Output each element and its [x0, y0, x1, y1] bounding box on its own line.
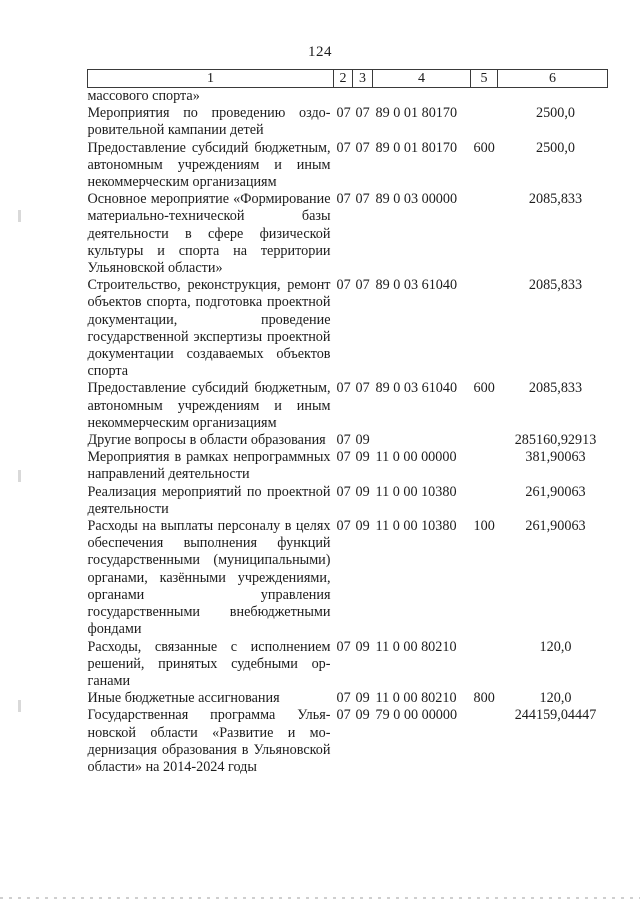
row-subsection: 09 [355, 483, 370, 500]
row-name: Государственная программа Ульяновской области «Развитие и модернизация образования в Ульяновской области» на 2014-2024 годы [87, 707, 331, 775]
row-target-article [373, 88, 471, 106]
table-header-row [88, 70, 608, 88]
table-row [88, 191, 608, 277]
row-name: Предоставление субсидий бюджетным, автономным учреждениям и иным некоммерческим организациям [87, 380, 331, 431]
row-name: Другие вопросы в области образования [87, 432, 326, 449]
row-amount: 381,90063 [525, 449, 586, 466]
row-target-article: 79 0 00 00000 [375, 707, 458, 724]
header-cell-6: 6 [498, 70, 608, 88]
row-target-article: 11 0 00 80210 [375, 690, 457, 707]
row-name: Строительство, реконструкция, ремонт объектов спорта, подготовка проектной документации, проведение государственной экспертизы проектной документации создаваемых объектов спорта [87, 277, 331, 380]
table-row [88, 380, 608, 432]
row-subsection: 09 [355, 432, 370, 449]
header-cell-1: 1 [88, 70, 334, 88]
row-expense-type [471, 191, 498, 277]
row-name: Мероприятия по проведению оздоровительной кампании детей [87, 105, 331, 139]
row-expense-type [471, 449, 498, 483]
row-amount: 244159,04447 [514, 707, 597, 724]
scan-edge-mark [18, 210, 21, 222]
row-section: 07 [336, 277, 351, 294]
row-section: 07 [336, 707, 351, 724]
row-subsection: 07 [355, 277, 370, 294]
row-amount: 2085,833 [528, 277, 583, 294]
row-name: Предоставление субсидий бюджетным, автономным учреждениям и иным некоммерческим организациям [87, 139, 331, 191]
row-expense-type [471, 639, 498, 691]
row-target-article: 89 0 03 61040 [375, 380, 458, 397]
row-expense-type: 600 [473, 139, 495, 156]
row-subsection: 07 [355, 191, 370, 208]
row-subsection: 09 [355, 638, 370, 655]
row-target-article: 89 0 01 80170 [375, 139, 458, 156]
table-row [88, 140, 608, 192]
scan-edge-mark [18, 470, 21, 482]
row-section: 07 [336, 638, 351, 655]
row-target-article: 89 0 01 80170 [375, 105, 458, 122]
row-subsection: 09 [355, 707, 370, 724]
row-expense-type: 800 [473, 690, 495, 707]
row-subsection: 09 [355, 690, 370, 707]
row-expense-type [471, 88, 498, 106]
header-cell-4: 4 [373, 70, 471, 88]
row-amount: 2500,0 [535, 105, 575, 122]
row-amount: 120,0 [539, 690, 572, 707]
table-row [88, 277, 608, 380]
row-expense-type [471, 484, 498, 518]
row-amount: 285160,92913 [514, 432, 597, 449]
table-row [88, 518, 608, 638]
row-amount: 261,90063 [525, 518, 586, 535]
row-name: Реализация мероприятий по проектной деятельности [87, 483, 331, 517]
table-row [88, 639, 608, 691]
table-row [88, 432, 608, 449]
row-section: 07 [336, 483, 351, 500]
row-subsection: 07 [355, 139, 370, 156]
row-expense-type: 100 [473, 518, 495, 535]
row-section: 07 [336, 139, 351, 156]
row-name: Расходы на выплаты персоналу в целях обеспечения выполнения функций государственными (муниципальными) органами, казёнными учреждениями, органами управления государственными внебюджетными фондами [87, 518, 331, 638]
row-name: массового спорта» [87, 88, 200, 104]
row-name: Иные бюджетные ассигнования [87, 690, 280, 707]
row-section: 07 [336, 690, 351, 707]
row-section: 07 [336, 449, 351, 466]
scan-edge-mark [18, 700, 21, 712]
row-target-article: 11 0 00 10380 [375, 483, 457, 500]
row-target-article [373, 432, 471, 449]
table-row [88, 88, 608, 106]
table-row [88, 690, 608, 707]
table-row [88, 105, 608, 139]
page-number: 124 [308, 44, 332, 60]
row-target-article: 11 0 00 00000 [375, 449, 457, 466]
budget-table [87, 69, 608, 776]
row-section: 07 [336, 191, 351, 208]
row-expense-type [471, 707, 498, 776]
header-cell-5: 5 [471, 70, 498, 88]
table-row [88, 707, 608, 776]
row-section [334, 88, 353, 106]
row-amount [498, 88, 608, 106]
row-target-article: 89 0 03 00000 [375, 191, 458, 208]
row-amount: 2085,833 [528, 191, 583, 208]
row-section: 07 [336, 518, 351, 535]
row-amount: 261,90063 [525, 483, 586, 500]
row-subsection [353, 88, 373, 106]
row-amount: 2500,0 [535, 139, 575, 156]
row-amount: 2085,833 [528, 380, 583, 397]
row-name: Мероприятия в рамках непрограммных направлений деятельности [87, 449, 331, 483]
row-expense-type [471, 432, 498, 449]
row-target-article: 11 0 00 80210 [375, 638, 457, 655]
row-subsection: 07 [355, 105, 370, 122]
row-expense-type [471, 277, 498, 380]
row-target-article: 11 0 00 10380 [375, 518, 457, 535]
header-cell-2: 2 [334, 70, 353, 88]
table-row [88, 484, 608, 518]
row-target-article: 89 0 03 61040 [375, 277, 458, 294]
row-subsection: 09 [355, 518, 370, 535]
row-section: 07 [336, 380, 351, 397]
row-section: 07 [336, 105, 351, 122]
row-name: Основное мероприятие «Формирование материально-технической базы деятельности в сфере физической культуры и спорта на территории Ульяновской области» [87, 191, 331, 277]
scan-bottom-edge [0, 897, 640, 899]
header-cell-3: 3 [353, 70, 373, 88]
row-amount: 120,0 [539, 638, 572, 655]
row-expense-type [471, 105, 498, 139]
row-section: 07 [336, 432, 351, 449]
row-expense-type: 600 [473, 380, 495, 397]
row-name: Расходы, связанные с исполнением решений, принятых судебными органами [87, 638, 331, 689]
row-subsection: 07 [355, 380, 370, 397]
row-subsection: 09 [355, 449, 370, 466]
table-row [88, 449, 608, 483]
